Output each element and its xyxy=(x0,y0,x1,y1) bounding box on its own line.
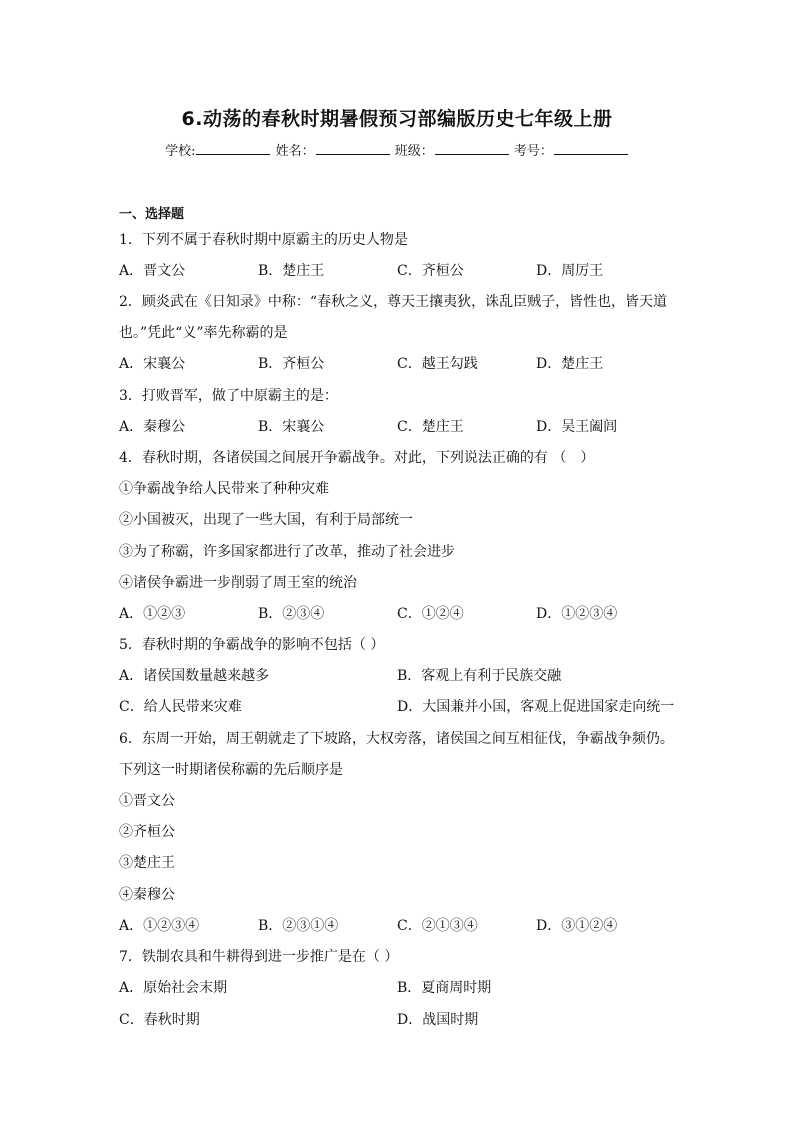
question-6-option-d: D．③①②④ xyxy=(536,918,618,934)
question-6-item-4: ④秦穆公 xyxy=(119,887,175,903)
question-6-item-1: ①晋文公 xyxy=(119,793,175,809)
question-7-option-c: C．春秋时期 xyxy=(119,1012,200,1028)
question-7-stem: 7．铁制农具和牛耕得到进一步推广是在（ ） xyxy=(119,949,399,965)
class-blank[interactable] xyxy=(435,142,509,155)
school-blank[interactable] xyxy=(196,142,270,155)
question-4-option-d: D．①②③④ xyxy=(536,606,618,622)
question-2-stem-line-2: 也。”凭此“义”率先称霸的是 xyxy=(119,325,288,341)
name-blank[interactable] xyxy=(316,142,390,155)
question-3-stem: 3．打败晋军，做了中原霸主的是： xyxy=(119,388,338,404)
question-2-option-c: C．越王勾践 xyxy=(397,356,478,372)
question-4-option-b: B．②③④ xyxy=(258,606,325,622)
student-info-line xyxy=(0,140,794,159)
question-3-option-c: C．楚庄王 xyxy=(397,419,464,435)
question-5-option-d: D．大国兼并小国，客观上促进国家走向统一 xyxy=(397,699,675,715)
section-heading: 一、选择题 xyxy=(119,207,185,222)
question-6-item-2: ②齐桓公 xyxy=(119,824,175,840)
question-1-option-b: B．楚庄王 xyxy=(258,263,325,279)
question-1-option-d: D．周厉王 xyxy=(536,263,604,279)
question-4-statement-4: ④诸侯争霸进一步削弱了周王室的统治 xyxy=(119,575,357,591)
question-6-option-c: C．②①③④ xyxy=(397,918,478,934)
question-1-option-c: C．齐桓公 xyxy=(397,263,464,279)
class-label: 班级： xyxy=(394,144,434,159)
number-blank[interactable] xyxy=(554,142,628,155)
question-7-option-b: B．夏商周时期 xyxy=(397,980,492,996)
question-1-option-a: A．晋文公 xyxy=(119,263,186,279)
question-4-statement-3: ③为了称霸，许多国家都进行了改革，推动了社会进步 xyxy=(119,544,455,560)
question-6-option-b: B．②③①④ xyxy=(258,918,339,934)
question-6-option-a: A．①②③④ xyxy=(119,918,200,934)
number-label: 考号： xyxy=(513,144,553,159)
question-5-stem: 5．春秋时期的争霸战争的影响不包括（ ） xyxy=(119,637,385,653)
question-4-statement-2: ②小国被灭，出现了一些大国，有利于局部统一 xyxy=(119,512,413,528)
question-4-stem: 4．春秋时期，各诸侯国之间展开争霸战争。对此，下列说法正确的有 （ ） xyxy=(119,450,595,466)
question-6-stem-line-2: 下列这一时期诸侯称霸的先后顺序是 xyxy=(119,762,343,778)
question-4-option-c: C．①②④ xyxy=(397,606,464,622)
question-2-option-d: D．楚庄王 xyxy=(536,356,604,372)
question-6-item-3: ③楚庄王 xyxy=(119,855,175,871)
question-4-statement-1: ①争霸战争给人民带来了种种灾难 xyxy=(119,481,329,497)
question-7-option-d: D．战国时期 xyxy=(397,1012,479,1028)
question-2-option-a: A．宋襄公 xyxy=(119,356,186,372)
name-label: 姓名： xyxy=(275,144,315,159)
question-3-option-b: B．宋襄公 xyxy=(258,419,325,435)
question-6-stem-line-1: 6．东周一开始，周王朝就走了下坡路，大权旁落，诸侯国之间互相征伐，争霸战争频仍。 xyxy=(119,731,674,747)
question-1-stem: 1．下列不属于春秋时期中原霸主的历史人物是 xyxy=(119,232,408,248)
page-title: 6.动荡的春秋时期暑假预习部编版历史七年级上册 xyxy=(181,108,613,130)
question-2-stem-line-1: 2．顾炎武在《日知录》中称：“春秋之义，尊天王攘夷狄，诛乱臣贼子，皆性也，皆天道 xyxy=(119,294,668,310)
school-label: 学校: xyxy=(165,144,196,159)
question-3-option-a: A．秦穆公 xyxy=(119,419,186,435)
question-5-option-c: C．给人民带来灾难 xyxy=(119,699,242,715)
question-7-option-a: A．原始社会末期 xyxy=(119,980,228,996)
question-2-option-b: B．齐桓公 xyxy=(258,356,325,372)
question-5-option-b: B．客观上有利于民族交融 xyxy=(397,668,562,684)
question-5-option-a: A．诸侯国数量越来越多 xyxy=(119,668,270,684)
question-3-option-d: D．吴王阖闾 xyxy=(536,419,618,435)
question-4-option-a: A．①②③ xyxy=(119,606,186,622)
